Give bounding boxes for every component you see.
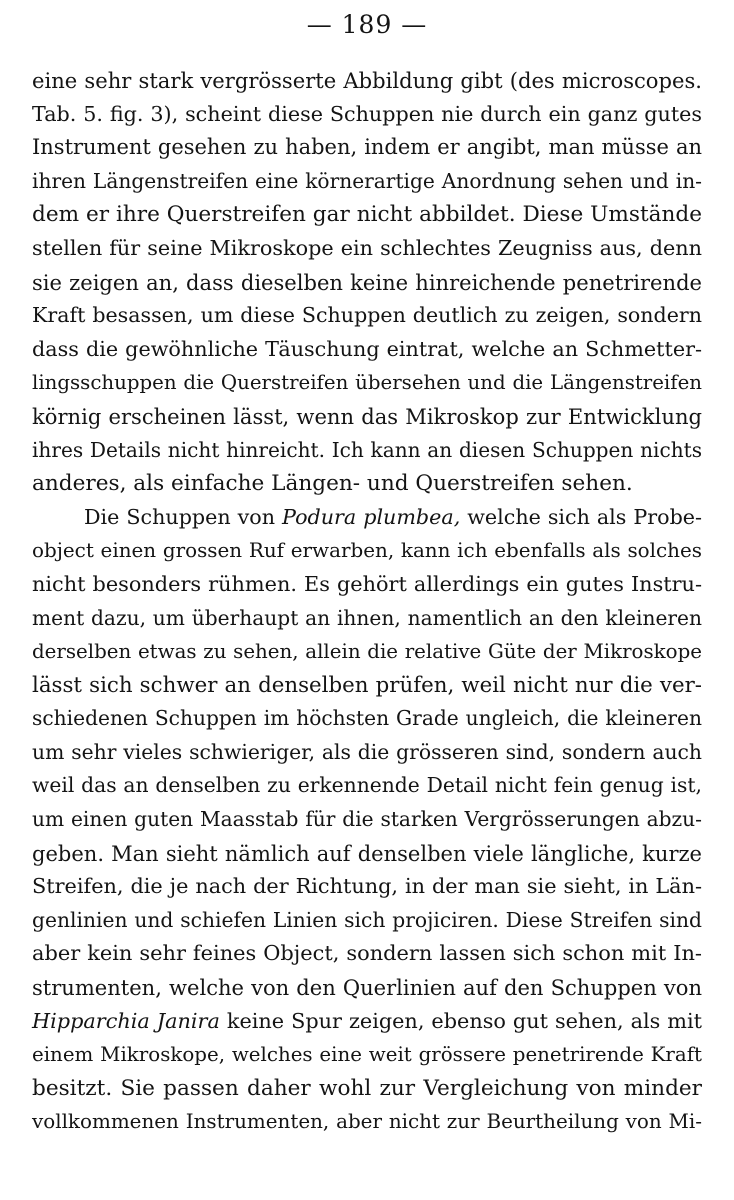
page-number: — 189 — xyxy=(306,10,428,39)
text-segment: um sehr vieles schwieriger, als die grösseren sind, sondern auch xyxy=(32,739,702,764)
text-segment: dem er ihre Querstreifen gar nicht abbildet. Diese Umstände xyxy=(32,202,702,228)
text-segment: Kraft besassen, um diese Schuppen deutlich zu zeigen, sondern xyxy=(32,303,702,328)
text-line xyxy=(32,971,702,1005)
text-line xyxy=(32,1105,702,1139)
text-line xyxy=(32,534,702,568)
text-segment: strumenten, welche von den Querlinien auf den Schuppen von xyxy=(32,975,702,1001)
text-segment: welche sich als Probe- xyxy=(460,504,702,529)
text-line xyxy=(32,803,702,837)
text-line xyxy=(32,937,702,971)
text-segment: um einen guten Maasstab für die starken Vergrösserungen abzu- xyxy=(32,807,702,832)
text-line xyxy=(32,299,702,333)
text-segment: geben. Man sieht nämlich auf denselben viele längliche, kurze xyxy=(32,840,702,866)
text-line xyxy=(32,736,702,770)
text-line xyxy=(32,837,702,871)
text-segment: ihres Details nicht hinreicht. Ich kann an diesen Schuppen nichts xyxy=(32,437,702,462)
text-segment: Die Schuppen von xyxy=(84,504,283,529)
text-segment: nicht besonders rühmen. Es gehört allerdings ein gutes Instru- xyxy=(32,571,702,596)
text-segment: dass die gewöhnliche Täuschung eintrat, welche an Schmetter- xyxy=(32,336,702,361)
text-segment: keine Spur zeigen, ebenso gut sehen, als mit xyxy=(219,1008,702,1033)
text-line xyxy=(32,232,702,266)
text-segment: vollkommenen Instrumenten, aber nicht zur Beurtheilung von Mi- xyxy=(32,1110,702,1134)
text-segment: lässt sich schwer an denselben prüfen, weil nicht nur die ver- xyxy=(32,672,702,698)
text-segment: Tab. 5. fig. 3), scheint diese Schuppen nie durch ein ganz gutes xyxy=(32,101,702,126)
text-segment: stellen für seine Mikroskope ein schlechtes Zeugniss aus, denn xyxy=(32,235,702,260)
text-line xyxy=(32,198,702,232)
italic-species-name: Hipparchia Janira xyxy=(32,1008,220,1033)
text-segment: einem Mikroskope, welches eine weit grössere penetrirende Kraft xyxy=(32,1043,702,1067)
text-line xyxy=(32,1005,702,1039)
text-line xyxy=(32,669,702,703)
text-segment: lingsschuppen die Querstreifen übersehen und die Längenstreifen xyxy=(32,371,702,395)
text-line xyxy=(32,467,702,501)
text-line xyxy=(32,904,702,938)
text-line xyxy=(32,501,702,535)
body-text xyxy=(32,64,702,1139)
text-segment: schiedenen Schuppen im höchsten Grade ungleich, die kleineren xyxy=(32,706,702,731)
text-line xyxy=(32,568,702,602)
text-segment: derselben etwas zu sehen, allein die relative Güte der Mikroskope xyxy=(32,640,702,664)
text-line xyxy=(32,64,702,98)
text-line xyxy=(32,702,702,736)
text-segment: ihren Längenstreifen eine körnerartige Anordnung sehen und in- xyxy=(32,168,702,193)
text-segment: körnig erscheinen lässt, wenn das Mikroskop zur Entwicklung xyxy=(32,403,702,429)
text-line xyxy=(32,98,702,132)
text-segment: Instrument gesehen zu haben, indem er angibt, man müsse an xyxy=(32,135,702,160)
text-line xyxy=(32,769,702,803)
italic-species-name: Podura plumbea, xyxy=(282,504,461,529)
text-line xyxy=(32,1072,702,1106)
text-line xyxy=(32,602,702,636)
text-line xyxy=(32,266,702,300)
text-segment: aber kein sehr feines Object, sondern lassen sich schon mit In- xyxy=(32,941,702,966)
text-line xyxy=(32,635,702,669)
text-line xyxy=(32,333,702,367)
text-line xyxy=(32,870,702,904)
text-segment: anderes, als einfache Längen- und Querstreifen sehen. xyxy=(32,471,633,497)
text-segment: object einen grossen Ruf erwarben, kann ich ebenfalls als solches xyxy=(32,539,702,563)
text-segment: ment dazu, um überhaupt an ihnen, namentlich an den kleineren xyxy=(32,605,702,630)
text-segment: weil das an denselben zu erkennende Detail nicht fein genug ist, xyxy=(32,773,702,798)
text-line xyxy=(32,400,702,434)
text-segment: Streifen, die je nach der Richtung, in der man sie sieht, in Län- xyxy=(32,874,702,899)
text-line xyxy=(32,131,702,165)
text-line xyxy=(32,165,702,199)
text-line xyxy=(32,434,702,468)
text-line xyxy=(32,366,702,400)
text-segment: eine sehr stark vergrösserte Abbildung gibt (des microscopes. xyxy=(32,68,702,93)
text-segment: besitzt. Sie passen daher wohl zur Vergleichung von minder xyxy=(32,1075,702,1101)
text-segment: sie zeigen an, dass dieselben keine hinreichende penetrirende xyxy=(32,269,702,295)
text-line xyxy=(32,1038,702,1072)
text-segment: genlinien und schiefen Linien sich projiciren. Diese Streifen sind xyxy=(32,907,702,932)
